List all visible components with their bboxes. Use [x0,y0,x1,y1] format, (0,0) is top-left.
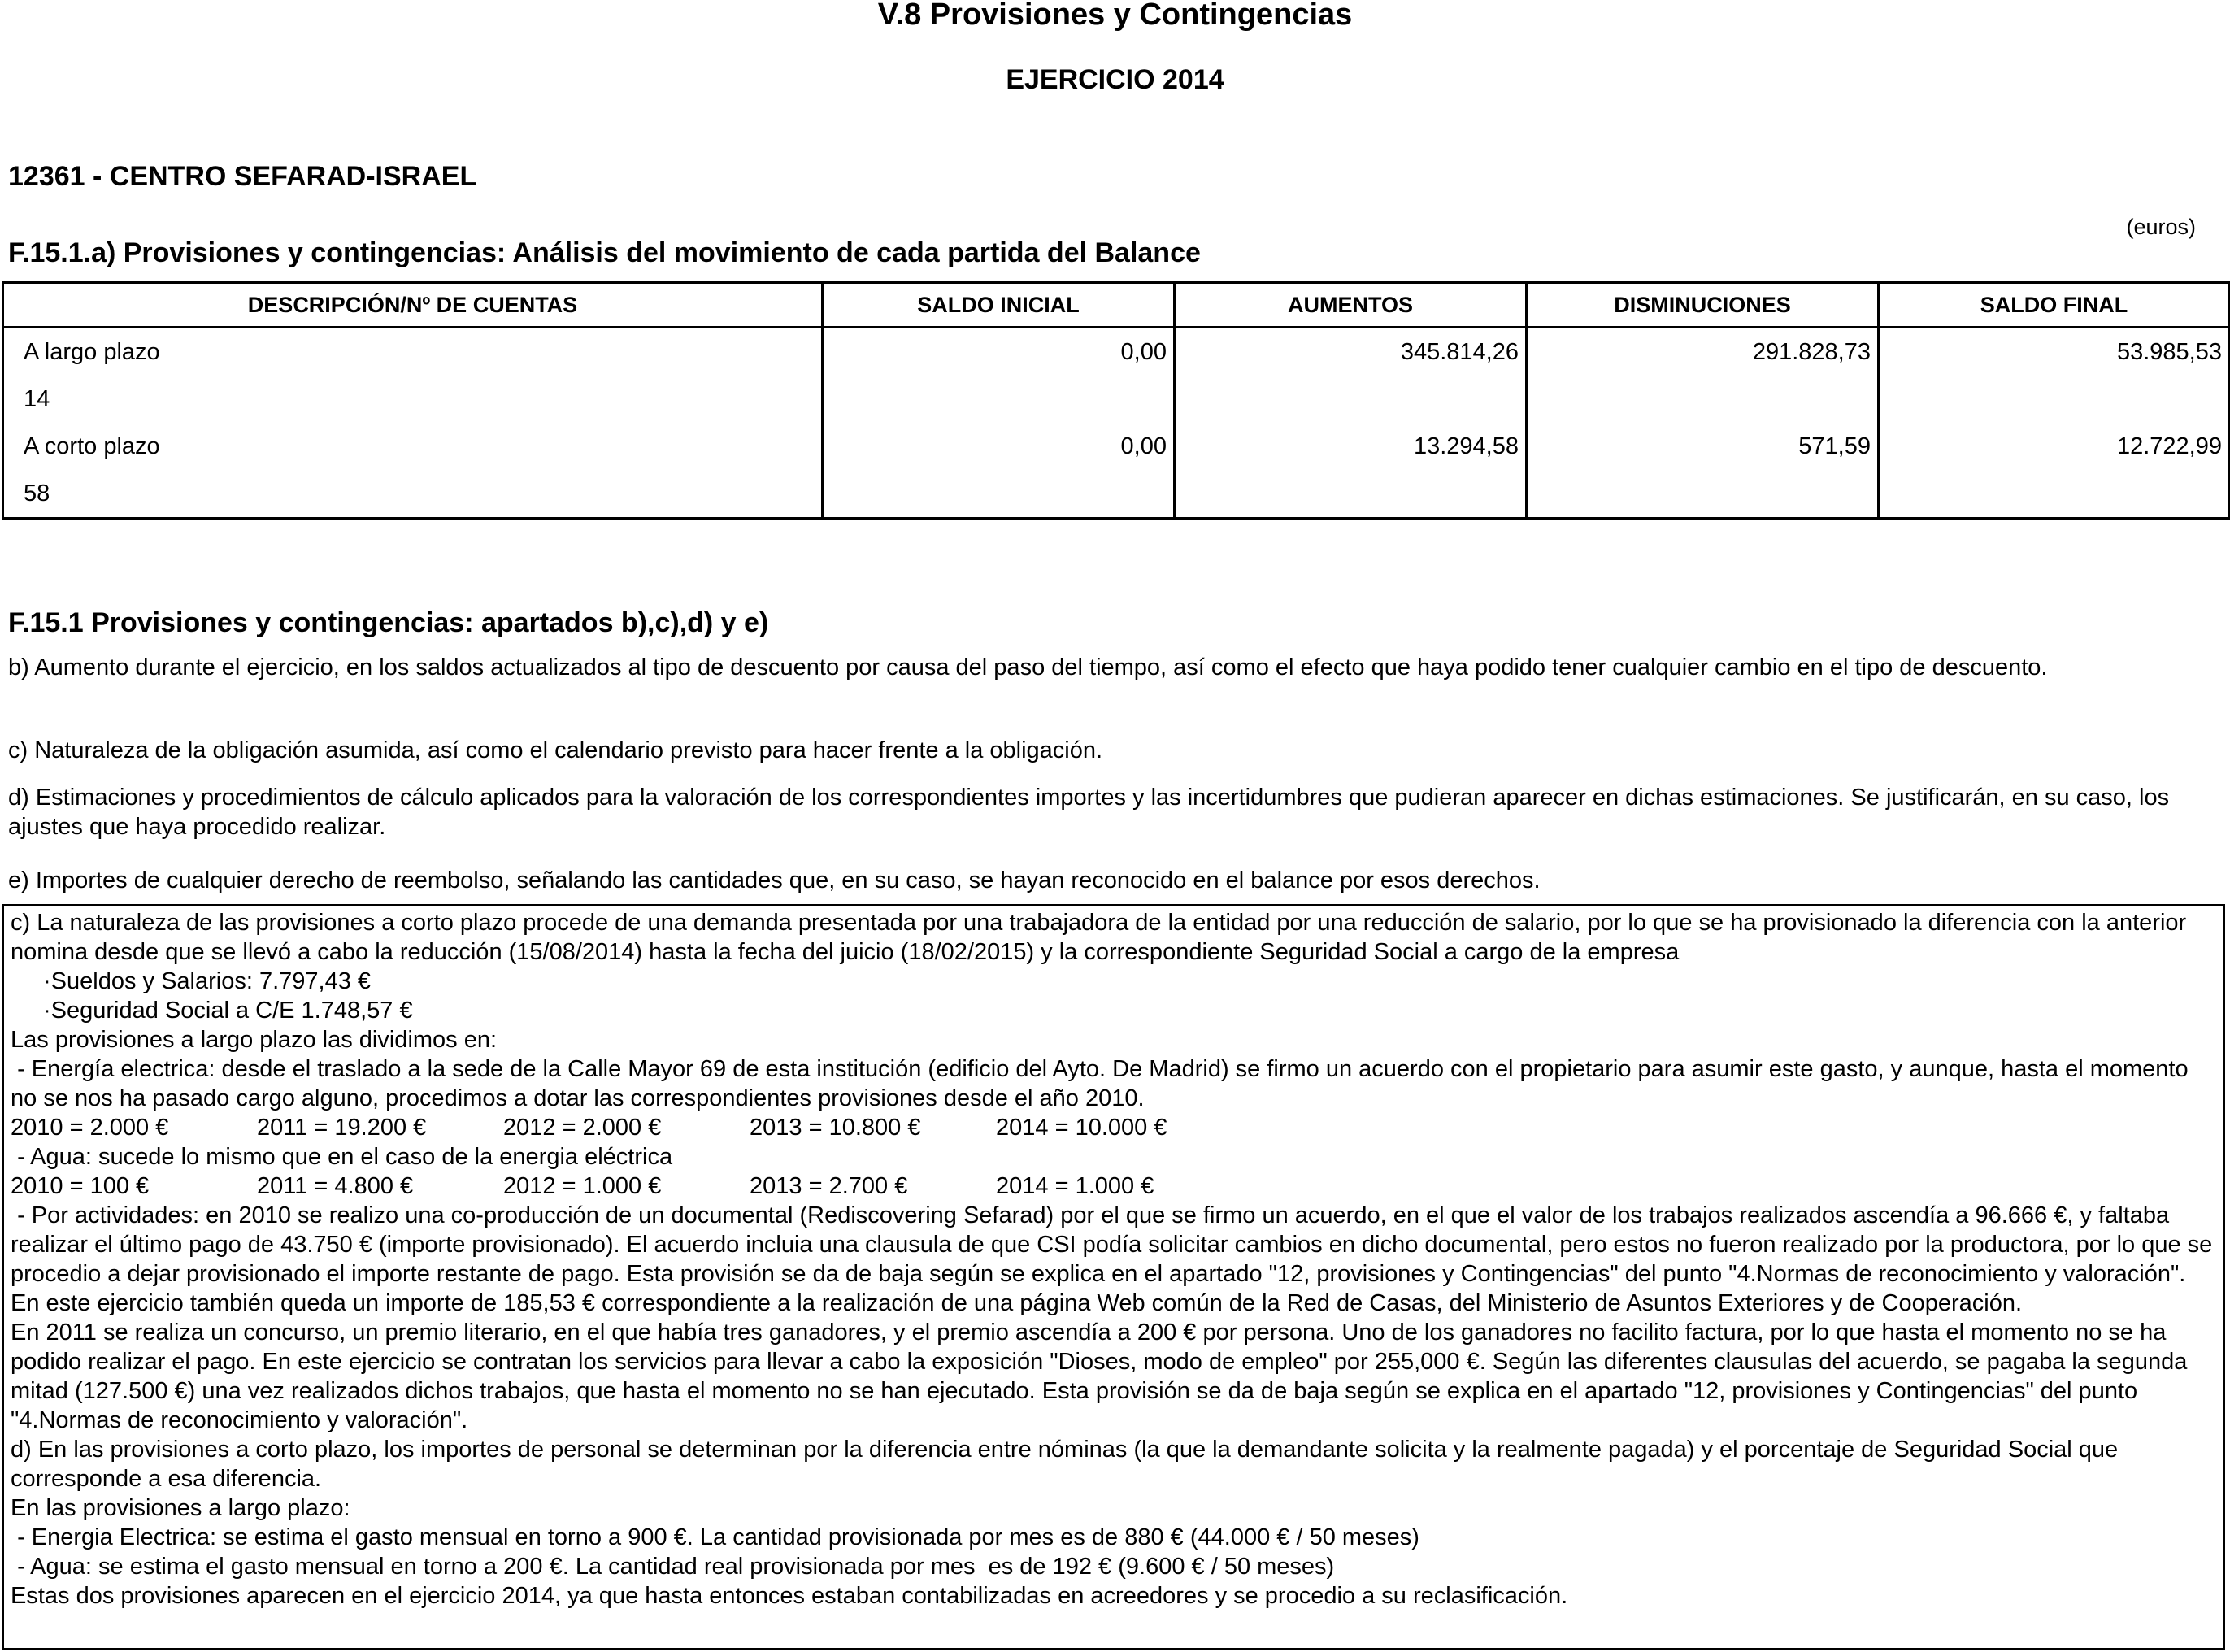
text-paragraph: ·Sueldos y Salarios: 7.797,43 € [43,968,372,994]
text-paragraph: Estas dos provisiones aparecen en el ejercicio 2014, ya que hasta entonces estaban contabilizadas en acreedores y se procedio a su reclasificación. [11,1583,1568,1609]
section-b-title: F.15.1 Provisiones y contingencias: apartados b),c),d) y e) [8,607,769,638]
col-header-saldo-inicial: SALDO INICIAL [823,283,1175,328]
cell-saldo-inicial [823,470,1175,519]
page-subtitle: EJERCICIO 2014 [1006,64,1224,95]
cell-disminuciones [1527,470,1879,519]
year-value: 2013 = 10.800 € [750,1115,921,1141]
text-paragraph: - Energia Electrica: se estima el gasto mensual en torno a 900 €. La cantidad provisionada por mes es de 880 € (44.000 € / 50 meses) [11,1524,1419,1550]
paragraph-c: c) Naturaleza de la obligación asumida, así como el calendario previsto para hacer frente a la obligación. [8,737,1103,763]
year-value: 2010 = 2.000 € [11,1115,169,1141]
units-label: (euros) [2126,215,2196,239]
year-value: 2014 = 1.000 € [996,1173,1154,1199]
year-value: 2012 = 2.000 € [503,1115,662,1141]
cell-descripcion: 58 [3,470,823,519]
cell-aumentos: 13.294,58 [1175,423,1527,470]
text-paragraph: - Energía electrica: desde el traslado a la sede de la Calle Mayor 69 de esta institución (edificio del Ayto. De Madrid) se firmo un acuerdo con el propietario para asumir este gasto, y aunque, hasta el momento no se nos ha pasado cargo alguno, procedimos a dotar las correspondientes provisiones desde el año 2010. [11,1056,2195,1111]
cell-saldo-final [1879,470,2230,519]
explanation-textbox [2,904,2225,1650]
table-row [3,470,2230,519]
cell-saldo-final [1879,376,2230,423]
cell-saldo-inicial [823,376,1175,423]
text-paragraph: - Agua: se estima el gasto mensual en torno a 200 €. La cantidad real provisionada por mes es de 192 € (9.600 € / 50 meses) [11,1554,1335,1580]
year-value: 2011 = 19.200 € [257,1115,427,1141]
table-row [3,423,2230,470]
text-paragraph: En 2011 se realiza un concurso, un premio literario, en el que había tres ganadores, y el premio ascendía a 200 € por persona. Uno de los ganadores no facilito factura, por lo que hasta el momento no se ha podido realizar el pago. En este ejercicio se contratan los servicios para llevar a cabo la exposición "Dioses, modo de empleo" por 255,000 €. Según las diferentes clausulas del acuerdo, se pagaba la segunda mitad (127.500 €) una vez realizados dichos trabajos, que hasta el momento no se han ejecutado. Esta provisión se da de baja según se explica en el apartado "12, provisiones y Contingencias" del punto "4.Normas de reconocimiento y valoración". [11,1319,2188,1433]
cell-disminuciones: 571,59 [1527,423,1879,470]
table-row [3,328,2230,376]
col-header-aumentos: AUMENTOS [1175,283,1527,328]
year-value: 2011 = 4.800 € [257,1173,414,1199]
text-paragraph: En las provisiones a largo plazo: [11,1495,350,1521]
text-paragraph: - Por actividades: en 2010 se realizo una co-producción de un documental (Rediscovering Sefarad) por el que se firmo un acuerdo, en el que el valor de los trabajos realizados ascendía a 96.666 €, y faltaba realizar el último pago de 43.750 € (importe provisionado). El acuerdo incluia una clausula de que CSI podía solicitar cambios en dicho documental, pero estos no fueron realizado por la productora, por lo que se procedio a dejar provisionado el importe restante de pago. Esta provisión se da de baja según se explica en el apartado "12, provisiones y Contingencias" del punto "4.Normas de reconocimiento y valoración". En este ejercicio también queda un importe de 185,53 € correspondiente a la realización de una página Web común de la Red de Casas, del Ministerio de Asuntos Exteriores y de Cooperación. [11,1202,2219,1316]
year-value: 2012 = 1.000 € [503,1173,662,1199]
paragraph-b: b) Aumento durante el ejercicio, en los saldos actualizados al tipo de descuento por causa del paso del tiempo, así como el efecto que haya podido tener cualquier cambio en el tipo de descuento. [8,654,2048,680]
paragraph-d: d) Estimaciones y procedimientos de cálculo aplicados para la valoración de los correspondientes importes y las incertidumbres que pudieran aparecer en dichas estimaciones. Se justificarán, en su caso, los ajustes que haya procedido realizar. [8,785,2170,840]
col-header-descripcion: DESCRIPCIÓN/Nº DE CUENTAS [3,283,823,328]
cell-aumentos [1175,470,1527,519]
table-row [3,376,2230,423]
year-value: 2014 = 10.000 € [996,1115,1167,1141]
cell-saldo-final: 53.985,53 [1879,328,2230,376]
paragraph-e: e) Importes de cualquier derecho de reembolso, señalando las cantidades que, en su caso, se hayan reconocido en el balance por esos derechos. [8,867,1541,893]
col-header-disminuciones: DISMINUCIONES [1527,283,1879,328]
text-paragraph: d) En las provisiones a corto plazo, los importes de personal se determinan por la diferencia entre nóminas (la que la demandante solicita y la realmente pagada) y el porcentaje de Seguridad Social que corresponde a esa diferencia. [11,1437,2119,1492]
text-paragraph: ·Seguridad Social a C/E 1.748,57 € [43,998,413,1024]
col-header-saldo-final: SALDO FINAL [1879,283,2230,328]
cell-aumentos [1175,376,1527,423]
cell-disminuciones: 291.828,73 [1527,328,1879,376]
energia-years-row [11,1113,2216,1142]
cell-descripcion: 14 [3,376,823,423]
table-header-row [3,283,2230,328]
year-value: 2013 = 2.700 € [750,1173,908,1199]
agua-years-row [11,1172,2216,1201]
cell-descripcion: A largo plazo [3,328,823,376]
cell-aumentos: 345.814,26 [1175,328,1527,376]
cell-saldo-final: 12.722,99 [1879,423,2230,470]
page-title: V.8 Provisiones y Contingencias [877,0,1353,32]
section-a-title: F.15.1.a) Provisiones y contingencias: Análisis del movimiento de cada partida del Balance [8,237,1201,268]
text-paragraph: Las provisiones a largo plazo las dividimos en: [11,1027,498,1053]
cell-saldo-inicial: 0,00 [823,423,1175,470]
cell-descripcion: A corto plazo [3,423,823,470]
cell-disminuciones [1527,376,1879,423]
text-paragraph: - Agua: sucede lo mismo que en el caso de la energia eléctrica [11,1144,673,1170]
year-value: 2010 = 100 € [11,1173,150,1199]
movement-table [2,281,2230,520]
entity-heading: 12361 - CENTRO SEFARAD-ISRAEL [8,161,477,192]
cell-saldo-inicial: 0,00 [823,328,1175,376]
text-paragraph: c) La naturaleza de las provisiones a corto plazo procede de una demanda presentada por una trabajadora de la entidad por una reducción de salario, por lo que se ha provisionado la diferencia con la anterior nomina desde que se llevó a cabo la reducción (15/08/2014) hasta la fecha del juicio (18/02/2015) y la correspondiente Seguridad Social a cargo de la empresa [11,910,2187,965]
